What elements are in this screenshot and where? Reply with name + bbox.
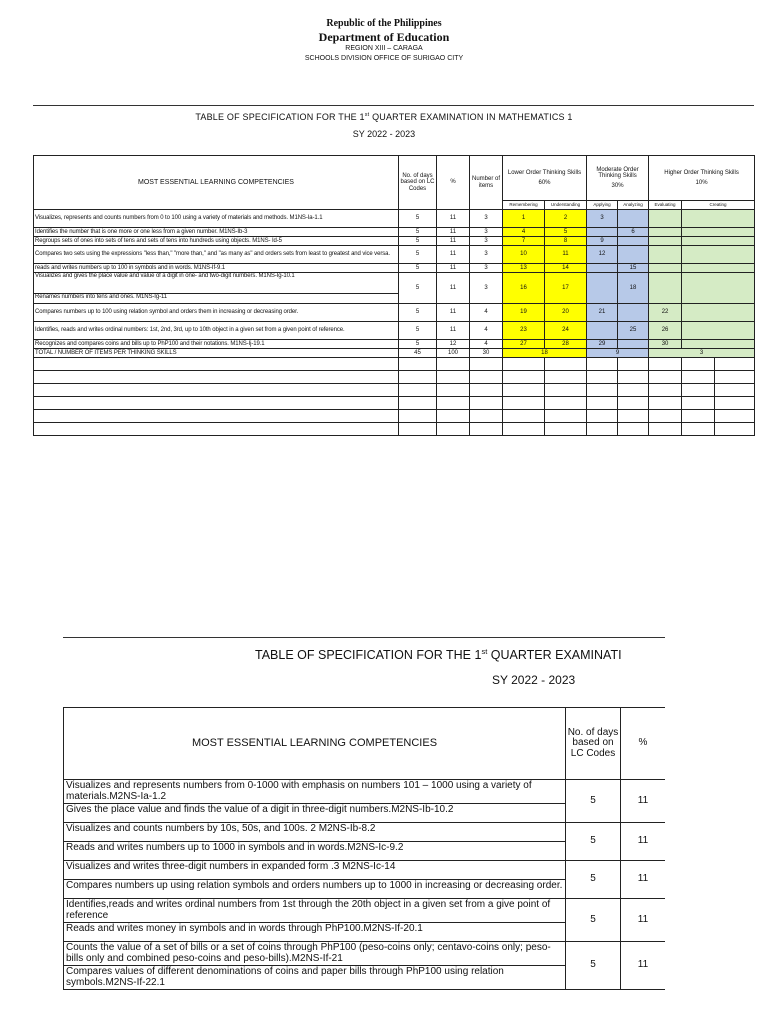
competency-cell <box>34 273 399 304</box>
competency-row-2 <box>64 780 666 823</box>
empty-row <box>34 397 755 410</box>
remembering-cell: 4 <box>503 228 545 237</box>
empty-cell <box>682 384 715 397</box>
empty-cell <box>587 384 618 397</box>
empty-cell <box>399 358 437 371</box>
empty-cell <box>399 423 437 436</box>
division-text: SCHOOLS DIVISION OFFICE OF SURIGAO CITY <box>304 55 464 62</box>
region-text: REGION XIII – CARAGA <box>345 45 423 52</box>
empty-cell <box>470 371 503 384</box>
analyzing-header: Analyzing <box>618 201 649 210</box>
competency-row <box>34 237 755 246</box>
empty-row <box>34 371 755 384</box>
percent-cell-2: 11 <box>621 942 666 990</box>
mot-label: Moderate Order Thinking Skills <box>596 166 639 179</box>
empty-cell <box>682 371 715 384</box>
competency-text: Recognizes and compares coins and bills up to PhP100 and their notations. M1NS-Ij-19.1 <box>34 340 399 349</box>
evaluating-header: Evaluating <box>649 201 682 210</box>
empty-cell <box>503 371 545 384</box>
items-cell: 3 <box>470 273 503 304</box>
empty-cell <box>649 371 682 384</box>
applying-cell <box>587 273 618 304</box>
evaluating-cell: 26 <box>649 322 682 340</box>
empty-cell <box>399 371 437 384</box>
remembering-cell: 13 <box>503 264 545 273</box>
hot-header <box>649 156 755 201</box>
competency-row <box>34 264 755 273</box>
specification-table-2 <box>63 707 665 990</box>
percent-cell: 11 <box>437 246 470 264</box>
creating-cell <box>682 246 755 264</box>
items-cell: 3 <box>470 246 503 264</box>
items-cell: 3 <box>470 237 503 246</box>
percent-cell-2: 11 <box>621 899 666 942</box>
empty-cell <box>649 410 682 423</box>
understanding-cell: 11 <box>545 246 587 264</box>
empty-cell <box>618 384 649 397</box>
competency-text: reads and writes numbers up to 100 in symbols and in words. M1NS-If-9.1 <box>34 264 399 273</box>
applying-header: Applying <box>587 201 618 210</box>
competency-text: Visualizes and counts numbers by 10s, 50s, and 100s. 2 M2NS-Ib-8.2 <box>64 823 565 842</box>
creating-cell <box>682 210 755 228</box>
empty-cell <box>649 384 682 397</box>
empty-cell <box>545 397 587 410</box>
items-cell: 3 <box>470 210 503 228</box>
understanding-cell: 24 <box>545 322 587 340</box>
analyzing-cell: 6 <box>618 228 649 237</box>
days-cell-2: 5 <box>566 942 621 990</box>
applying-cell: 21 <box>587 304 618 322</box>
days-cell-2: 5 <box>566 780 621 823</box>
empty-cell <box>682 358 715 371</box>
republic-text: Republic of the Philippines <box>326 18 442 29</box>
empty-cell <box>399 384 437 397</box>
tos-title: TABLE OF SPECIFICATION FOR THE 1st QUARTER EXAMINATION IN MATHEMATICS 1 <box>195 112 573 122</box>
creating-cell <box>682 304 755 322</box>
competencies-header: MOST ESSENTIAL LEARNING COMPETENCIES <box>34 156 399 210</box>
empty-cell <box>715 371 755 384</box>
header-row <box>34 156 755 201</box>
percent-cell: 11 <box>437 304 470 322</box>
empty-cell <box>715 358 755 371</box>
applying-cell <box>587 264 618 273</box>
competency-text: Identifies the number that is one more or one less from a given number. M1NS-Ib-3 <box>34 228 399 237</box>
percent-cell: 11 <box>437 264 470 273</box>
competency-text: Compares numbers up to 100 using relation symbol and orders them in increasing or decreasing order. <box>34 304 399 322</box>
items-cell: 3 <box>470 264 503 273</box>
days-cell: 5 <box>399 246 437 264</box>
creating-cell <box>682 322 755 340</box>
days-header: No. of days based on LC Codes <box>399 156 437 210</box>
remembering-cell: 27 <box>503 340 545 349</box>
empty-cell <box>399 397 437 410</box>
tos-title-2: TABLE OF SPECIFICATION FOR THE 1st QUARTER EXAMINATI <box>255 647 622 663</box>
creating-cell <box>682 273 755 304</box>
analyzing-cell: 18 <box>618 273 649 304</box>
remembering-cell: 23 <box>503 322 545 340</box>
days-cell: 5 <box>399 210 437 228</box>
empty-cell <box>715 410 755 423</box>
understanding-cell: 8 <box>545 237 587 246</box>
competency-text: Visualizes and gives the place value and value of a digit in one- and two-digit numbers. M1NS-Ig-10.1 <box>34 273 398 294</box>
empty-cell <box>437 397 470 410</box>
competency-text: Reads and writes numbers up to 1000 in symbols and in words.M2NS-Ic-9.2 <box>66 842 404 853</box>
empty-cell <box>34 423 399 436</box>
remembering-cell: 10 <box>503 246 545 264</box>
competency-row-2 <box>64 823 666 861</box>
empty-cell <box>503 397 545 410</box>
empty-cell <box>545 410 587 423</box>
total-hot: 3 <box>649 349 755 358</box>
empty-cell <box>587 371 618 384</box>
competency-row <box>34 304 755 322</box>
empty-cell <box>545 384 587 397</box>
percent-cell: 11 <box>437 210 470 228</box>
divider-line-2 <box>63 637 665 638</box>
empty-cell <box>618 397 649 410</box>
empty-cell <box>715 384 755 397</box>
empty-cell <box>503 384 545 397</box>
remembering-cell: 1 <box>503 210 545 228</box>
understanding-header: Understanding <box>545 201 587 210</box>
empty-cell <box>715 397 755 410</box>
days-cell-2: 5 <box>566 823 621 861</box>
empty-cell <box>437 358 470 371</box>
percent-header: % <box>437 156 470 210</box>
competency-row <box>34 246 755 264</box>
percent-cell: 11 <box>437 237 470 246</box>
empty-cell <box>682 410 715 423</box>
remembering-cell: 7 <box>503 237 545 246</box>
school-year: SY 2022 - 2023 <box>352 129 416 139</box>
competency-row-2 <box>64 899 666 942</box>
mot-header <box>587 156 649 201</box>
empty-cell <box>618 358 649 371</box>
total-days: 45 <box>399 349 437 358</box>
empty-cell <box>437 423 470 436</box>
competency-text: Reads and writes money in symbols and in words through PhP100.M2NS-If-20.1 <box>66 923 423 934</box>
empty-cell <box>470 358 503 371</box>
applying-cell <box>587 322 618 340</box>
competency-cell-2 <box>64 861 566 899</box>
empty-cell <box>587 397 618 410</box>
remembering-cell: 19 <box>503 304 545 322</box>
competency-text: Identifies, reads and writes ordinal numbers: 1st, 2nd, 3rd, up to 10th object in a given set from a given point of reference. <box>34 322 399 340</box>
competency-row-2 <box>64 942 666 990</box>
days-cell: 5 <box>399 304 437 322</box>
competency-text: Regroups sets of ones into sets of tens and sets of tens into hundreds using objects. M1NS- Id-5 <box>34 237 399 246</box>
empty-cell <box>437 410 470 423</box>
evaluating-cell <box>649 246 682 264</box>
competency-text: Counts the value of a set of bills or a set of coins through PhP100 (peso-coins only; centavo-coins only; peso-bills only and combined peso-coins and peso-bills).M2NS-If-21 <box>64 942 565 966</box>
days-cell: 5 <box>399 228 437 237</box>
empty-cell <box>34 410 399 423</box>
analyzing-cell: 25 <box>618 322 649 340</box>
header-row-2 <box>64 708 666 780</box>
understanding-cell: 17 <box>545 273 587 304</box>
days-cell: 5 <box>399 237 437 246</box>
competency-text: Visualizes and writes three-digit numbers in expanded form .3 M2NS-Ic-14 <box>64 861 565 880</box>
understanding-cell: 2 <box>545 210 587 228</box>
empty-cell <box>545 371 587 384</box>
competency-row <box>34 228 755 237</box>
empty-row <box>34 410 755 423</box>
evaluating-cell <box>649 273 682 304</box>
empty-cell <box>587 410 618 423</box>
empty-cell <box>470 410 503 423</box>
total-percent: 100 <box>437 349 470 358</box>
understanding-cell: 28 <box>545 340 587 349</box>
empty-cell <box>34 384 399 397</box>
competency-row <box>34 273 755 304</box>
items-cell: 4 <box>470 322 503 340</box>
competency-text: Gives the place value and finds the value of a digit in three-digit numbers.M2NS-Ib-10.2 <box>66 804 454 815</box>
empty-cell <box>587 423 618 436</box>
empty-cell <box>682 423 715 436</box>
analyzing-cell <box>618 340 649 349</box>
creating-cell <box>682 228 755 237</box>
days-cell: 5 <box>399 264 437 273</box>
competency-text: Compares numbers up using relation symbols and orders numbers up to 1000 in increasing or decreasing order. <box>66 880 563 891</box>
understanding-cell: 20 <box>545 304 587 322</box>
days-cell: 5 <box>399 340 437 349</box>
empty-row <box>34 423 755 436</box>
total-mot: 9 <box>587 349 649 358</box>
empty-cell <box>399 410 437 423</box>
items-cell: 4 <box>470 304 503 322</box>
competency-text: Visualizes and represents numbers from 0-1000 with emphasis on numbers 101 – 1000 using a variety of materials.M2NS-Ia-1.2 <box>64 780 565 804</box>
competency-cell-2 <box>64 823 566 861</box>
items-cell: 3 <box>470 228 503 237</box>
days-cell-2: 5 <box>566 861 621 899</box>
empty-cell <box>34 371 399 384</box>
evaluating-cell <box>649 228 682 237</box>
percent-cell: 11 <box>437 273 470 304</box>
empty-cell <box>618 423 649 436</box>
empty-cell <box>503 423 545 436</box>
percent-cell: 11 <box>437 228 470 237</box>
percent-cell: 12 <box>437 340 470 349</box>
empty-cell <box>470 397 503 410</box>
applying-cell: 29 <box>587 340 618 349</box>
analyzing-cell: 15 <box>618 264 649 273</box>
items-cell: 4 <box>470 340 503 349</box>
empty-cell <box>618 371 649 384</box>
competency-row <box>34 322 755 340</box>
creating-cell <box>682 264 755 273</box>
school-year-2: SY 2022 - 2023 <box>492 673 576 687</box>
days-cell: 5 <box>399 273 437 304</box>
days-cell: 5 <box>399 322 437 340</box>
lot-percent: 60% <box>538 180 551 186</box>
creating-cell <box>682 340 755 349</box>
empty-cell <box>715 423 755 436</box>
percent-header-2: % <box>621 708 666 780</box>
empty-cell <box>649 423 682 436</box>
percent-cell-2: 11 <box>621 861 666 899</box>
empty-cell <box>587 358 618 371</box>
competency-row-2 <box>64 861 666 899</box>
evaluating-cell: 22 <box>649 304 682 322</box>
mot-percent: 30% <box>611 183 624 190</box>
competency-cell-2 <box>64 899 566 942</box>
percent-cell: 11 <box>437 322 470 340</box>
understanding-cell: 5 <box>545 228 587 237</box>
empty-cell <box>470 384 503 397</box>
competency-text: Renames numbers into tens and ones. M1NS-Ig-11 <box>35 294 168 300</box>
total-lot: 18 <box>503 349 587 358</box>
remembering-cell: 16 <box>503 273 545 304</box>
competency-text: Compares two sets using the expressions "less than," "more than," and "as many as" and orders sets from least to greatest and vice versa. <box>34 246 399 264</box>
creating-cell <box>682 237 755 246</box>
empty-cell <box>503 358 545 371</box>
empty-cell <box>682 397 715 410</box>
empty-row <box>34 358 755 371</box>
empty-cell <box>437 371 470 384</box>
empty-row <box>34 384 755 397</box>
remembering-header: Remembering <box>503 201 545 210</box>
hot-label: Higher Order Thinking Skills <box>664 169 739 176</box>
empty-cell <box>649 397 682 410</box>
total-row <box>34 349 755 358</box>
total-items: 30 <box>470 349 503 358</box>
applying-cell: 3 <box>587 210 618 228</box>
hot-percent: 10% <box>695 180 708 186</box>
lot-header <box>503 156 587 201</box>
evaluating-cell <box>649 237 682 246</box>
days-header-2: No. of days based on LC Codes <box>566 708 621 780</box>
analyzing-cell <box>618 304 649 322</box>
evaluating-cell <box>649 210 682 228</box>
competency-cell-2 <box>64 780 566 823</box>
applying-cell <box>587 228 618 237</box>
empty-cell <box>649 358 682 371</box>
analyzing-cell <box>618 237 649 246</box>
items-header: Number of items <box>470 156 503 210</box>
lot-label: Lower Order Thinking Skills <box>507 169 582 176</box>
competency-cell-2 <box>64 942 566 990</box>
percent-cell-2: 11 <box>621 823 666 861</box>
empty-cell <box>545 358 587 371</box>
empty-cell <box>437 384 470 397</box>
evaluating-cell <box>649 264 682 273</box>
competency-row <box>34 340 755 349</box>
competencies-header-2: MOST ESSENTIAL LEARNING COMPETENCIES <box>64 708 566 780</box>
competency-row <box>34 210 755 228</box>
empty-cell <box>618 410 649 423</box>
competency-text: Visualizes, represents and counts numbers from 0 to 100 using a variety of materials and methods. M1NS-Ia-1.1 <box>34 210 399 228</box>
applying-cell: 9 <box>587 237 618 246</box>
table-viewport-2 <box>60 700 665 1024</box>
empty-cell <box>34 358 399 371</box>
applying-cell: 12 <box>587 246 618 264</box>
competency-text: Identifies,reads and writes ordinal numbers from 1st through the 20th object in a given set from a give point of reference <box>64 899 565 923</box>
empty-cell <box>503 410 545 423</box>
divider-line <box>33 105 754 106</box>
creating-header: Creating <box>682 201 755 210</box>
analyzing-cell <box>618 246 649 264</box>
percent-cell-2: 11 <box>621 780 666 823</box>
empty-cell <box>545 423 587 436</box>
empty-cell <box>34 397 399 410</box>
days-cell-2: 5 <box>566 899 621 942</box>
department-text: Department of Education <box>318 30 450 44</box>
empty-cell <box>470 423 503 436</box>
understanding-cell: 14 <box>545 264 587 273</box>
total-label: TOTAL / NUMBER OF ITEMS PER THINKING SKILLS <box>34 349 399 358</box>
evaluating-cell: 30 <box>649 340 682 349</box>
competency-text: Compares values of different denominations of coins and paper bills through PhP100 using relation symbols.M2NS-If-22.1 <box>66 966 504 988</box>
analyzing-cell <box>618 210 649 228</box>
specification-table <box>33 155 755 436</box>
